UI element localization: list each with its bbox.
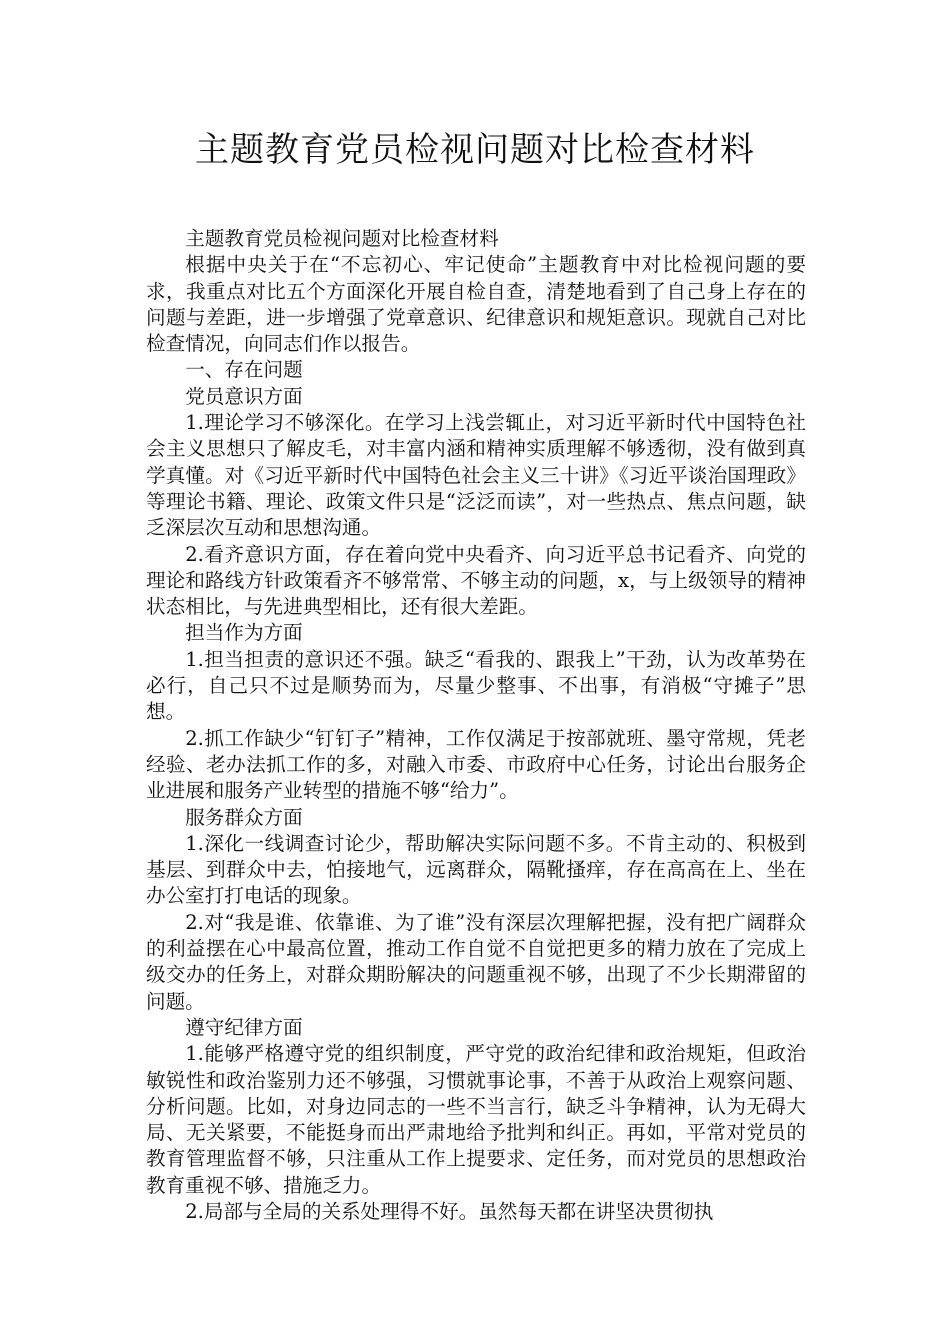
document-body [146,226,806,1225]
subheading-discipline: 遵守纪律方面 [185,1015,303,1039]
document-title: 主题教育党员检视问题对比检查材料 [195,130,755,170]
paragraph-serving-masses-2: 2.对“我是谁、依靠谁、为了谁”没有深层次理解把握，没有把广阔群众的利益摆在心中最高位置，推动工作自觉不自觉把更多的精力放在了完成上级交办的任务上，对群众期盼解决的问题重视不够，出现了不少长期滞留的问题。 [146,910,806,1013]
paragraph-repeated-title: 主题教育党员检视问题对比检查材料 [185,227,499,250]
paragraph-party-awareness-1: 1.理论学习不够深化。在学习上浅尝辄止，对习近平新时代中国特色社会主义思想只了解皮毛，对丰富内涵和精神实质理解不够透彻，没有做到真学真懂。对《习近平新时代中国特色社会主义三十讲》《习近平谈治国理政》等理论书籍、理论、政策文件只是“泛泛而读”，对一些热点、焦点问题，缺乏深层次互动和思想沟通。 [146,411,806,540]
paragraph-responsibility-2: 2.抓工作缺少“钉钉子”精神，工作仅满足于按部就班、墨守常规，凭老经验、老办法抓工作的多，对融入市委、市政府中心任务，讨论出台服务企业进展和服务产业转型的措施不够“给力”。 [146,726,806,803]
paragraph-discipline-1: 1.能够严格遵守党的组织制度，严守党的政治纪律和政治规矩，但政治敏锐性和政治鉴别力还不够强，习惯就事论事，不善于从政治上观察问题、分析问题。比如，对身边同志的一些不当言行，缺乏斗争精神，认为无碍大局、无关紧要，不能挺身而出严肃地给予批判和纠正。再如，平常对党员的教育管理监督不够，只注重从工作上提要求、定任务，而对党员的思想政治教育重视不够、措施乏力。 [146,1042,806,1197]
paragraph-responsibility-1: 1.担当担责的意识还不强。缺乏“看我的、跟我上”干劲，认为改革势在必行，自己只不过是顺势而为，尽量少整事、不出事，有消极“守摊子”思想。 [146,647,806,724]
section-heading-problems: 一、存在问题 [185,358,303,382]
paragraph-party-awareness-2: 2.看齐意识方面，存在着向党中央看齐、向习近平总书记看齐、向党的理论和路线方针政策看齐不够常常、不够主动的问题，x，与上级领导的精神状态相比，与先进典型相比，还有很大差距。 [146,542,806,619]
subheading-responsibility: 担当作为方面 [185,621,303,645]
subheading-party-awareness: 党员意识方面 [185,384,303,408]
paragraph-discipline-2: 2.局部与全局的关系处理得不好。虽然每天都在讲坚决贯彻执 [185,1199,714,1223]
paragraph-intro: 根据中央关于在“不忘初心、牢记使命”主题教育中对比检视问题的要求，我重点对比五个方面深化开展自检自查，清楚地看到了自己身上存在的问题与差距，进一步增强了党章意识、纪律意识和规矩意识。现就自己对比检查情况，向同志们作以报告。 [146,253,806,356]
subheading-serving-masses: 服务群众方面 [185,805,303,829]
paragraph-serving-masses-1: 1.深化一线调查讨论少，帮助解决实际问题不多。不肯主动的、积极到基层、到群众中去，怕接地气，远离群众，隔靴搔痒，存在高高在上、坐在办公室打打电话的现象。 [146,831,806,908]
